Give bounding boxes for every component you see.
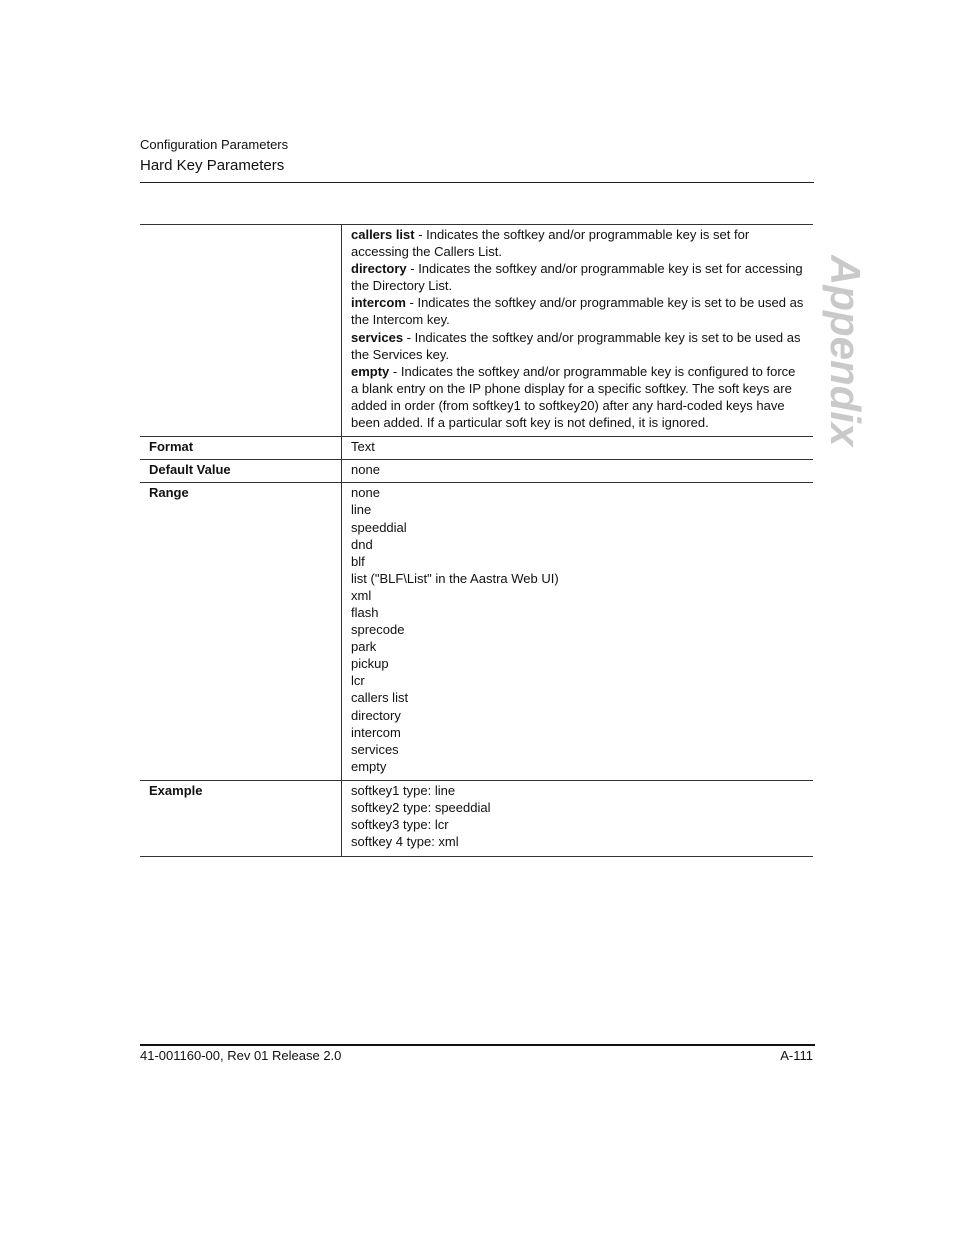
range-value: xml — [351, 587, 372, 603]
continuation-value-cell — [342, 225, 814, 437]
continuation-label-cell — [140, 225, 342, 437]
appendix-side-tab-text: Appendix A — [822, 255, 869, 455]
range-value: none — [351, 485, 380, 501]
format-label: Format — [140, 437, 342, 460]
example-values-cell — [342, 780, 814, 856]
term-desc: - Indicates the softkey and/or programmable key is set for accessing the Directory List. — [351, 261, 803, 294]
term: intercom — [351, 295, 406, 311]
range-value: intercom — [351, 724, 401, 740]
range-value: speeddial — [351, 519, 407, 535]
range-label: Range — [140, 483, 342, 781]
table-row-range — [140, 483, 813, 781]
continuation-item — [351, 363, 805, 431]
range-values-cell — [342, 483, 814, 781]
continuation-item — [351, 294, 805, 328]
term: directory — [351, 261, 407, 277]
parameter-table — [140, 224, 813, 857]
range-value: line — [351, 502, 372, 518]
table-row-default-value — [140, 460, 813, 483]
footer-page-number: A-111 — [780, 1048, 813, 1063]
default-value: none — [342, 460, 814, 483]
default-value-label: Default Value — [140, 460, 342, 483]
continuation-item — [351, 329, 805, 363]
example-value: softkey1 type: line — [351, 782, 456, 798]
range-value: services — [351, 741, 399, 757]
running-header-section: Configuration Parameters — [140, 137, 289, 152]
term-desc: - Indicates the softkey and/or programmable key is configured to force a blank entry on the IP phone display for a specific softkey. The soft keys are added in order (from softkey1 to softkey20) after any hard-coded keys have been added. If a particular soft key is not defined, it is ignored. — [351, 363, 796, 431]
example-label: Example — [140, 780, 342, 856]
term: services — [351, 329, 404, 345]
term: empty — [351, 363, 390, 379]
example-value: softkey3 type: lcr — [351, 817, 449, 833]
table-row-continuation — [140, 225, 813, 437]
range-value: list ("BLF\List" in the Aastra Web UI) — [351, 570, 559, 586]
footer-rule — [140, 1044, 815, 1046]
format-value: Text — [342, 437, 814, 460]
range-value: callers list — [351, 690, 409, 706]
table-row-example — [140, 780, 813, 856]
term-desc: - Indicates the softkey and/or programmable key is set for accessing the Callers List. — [351, 227, 750, 260]
table-row-format — [140, 437, 813, 460]
running-header-title: Hard Key Parameters — [140, 157, 285, 174]
term: callers list — [351, 227, 415, 242]
range-value: blf — [351, 553, 365, 569]
term-desc: - Indicates the softkey and/or programmable key is set to be used as the Intercom key. — [351, 295, 804, 328]
example-value: softkey 4 type: xml — [351, 834, 459, 850]
range-value: sprecode — [351, 622, 405, 638]
range-value: directory — [351, 707, 401, 723]
range-value: empty — [351, 758, 387, 774]
continuation-item — [351, 226, 805, 260]
range-value: park — [351, 639, 377, 655]
range-value: lcr — [351, 673, 365, 689]
footer-doc-id: 41-001160-00, Rev 01 Release 2.0 — [140, 1048, 342, 1063]
term-desc: - Indicates the softkey and/or programmable key is set to be used as the Services key. — [351, 329, 801, 362]
range-value: dnd — [351, 536, 373, 552]
range-value: flash — [351, 604, 379, 620]
example-value: softkey2 type: speeddial — [351, 800, 491, 815]
range-value: pickup — [351, 656, 389, 672]
header-rule — [140, 182, 814, 183]
continuation-item — [351, 260, 805, 294]
